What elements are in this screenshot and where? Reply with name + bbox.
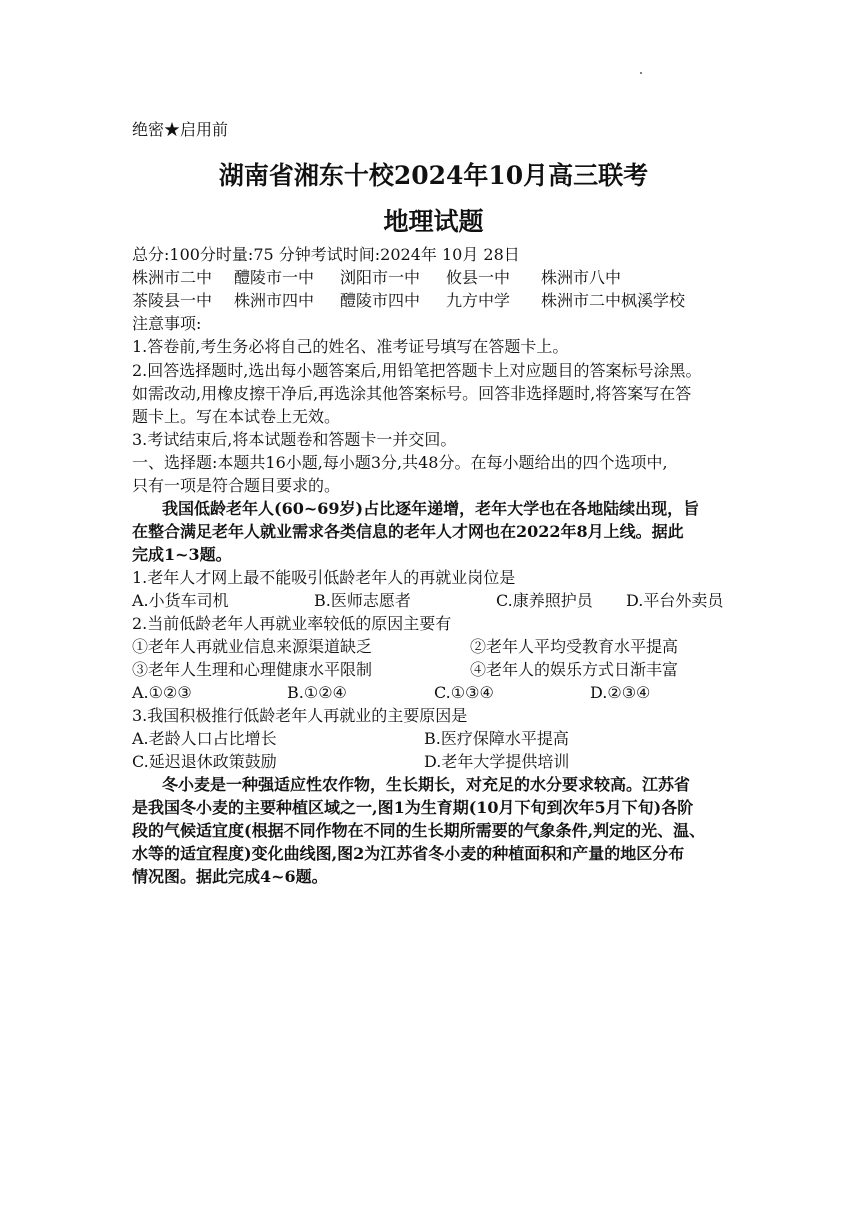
passage-2: 段的气候适宜度(根据不同作物在不同的生长期所需要的气象条件,判定的光、温、: [132, 821, 706, 840]
question-3-options: [132, 729, 732, 749]
notice-heading: 注意事项:: [132, 314, 202, 333]
school: 茶陵县一中: [132, 291, 213, 310]
option-c: C.①③④: [434, 683, 494, 702]
passage-2: 情况图。据此完成4~6题。: [132, 867, 328, 886]
notice-item-2: 2.回答选择题时,选出每小题答案后,用铅笔把答题卡上对应题目的答案标号涂黑。: [132, 361, 702, 380]
statement-4: ④老年人的娱乐方式日渐丰富: [470, 660, 679, 679]
school: 株洲市四中: [234, 291, 315, 310]
passage-2: 冬小麦是一种强适应性农作物，生长期长，对充足的水分要求较高。江苏省: [162, 775, 691, 794]
secret-label: 绝密★启用前: [132, 120, 229, 139]
statement-1: ①老年人再就业信息来源渠道缺乏: [132, 637, 373, 656]
option-d: D.老年大学提供培训: [424, 752, 570, 771]
school: 株洲市二中: [132, 268, 213, 287]
passage-1: 在整合满足老年人就业需求各类信息的老年人才网也在2022年8月上线。据此: [132, 522, 684, 541]
question-2-statements: [132, 660, 732, 680]
section-heading: 只有一项是符合题目要求的。: [132, 476, 341, 495]
school: 醴陵市一中: [234, 268, 315, 287]
passage-2: 水等的适宜程度)变化曲线图,图2为江苏省冬小麦的种植面积和产量的地区分布: [132, 844, 685, 863]
option-c: C.延迟退休政策鼓励: [132, 752, 277, 771]
option-b: B.①②④: [287, 683, 347, 702]
school: 浏阳市一中: [340, 268, 421, 287]
section-heading: 一、选择题:本题共16小题,每小题3分,共48分。在每小题给出的四个选项中,: [132, 453, 668, 472]
option-a: A.小货车司机: [132, 591, 229, 610]
option-b: B.医师志愿者: [314, 591, 411, 610]
scan-dot: [640, 72, 642, 74]
school: 醴陵市四中: [340, 291, 421, 310]
question-3-options: [132, 752, 732, 772]
schools-row-1: [132, 268, 732, 288]
exam-info: 总分:100分时量:75 分钟考试时间:2024年 10月 28日: [132, 245, 520, 264]
notice-item-2: 题卡上。写在本试卷上无效。: [132, 407, 341, 426]
statement-2: ②老年人平均受教育水平提高: [470, 637, 679, 656]
exam-subtitle: 地理试题: [383, 207, 484, 236]
schools-row-2: [132, 291, 732, 311]
option-b: B.医疗保障水平提高: [424, 729, 569, 748]
question-3-stem: 3.我国积极推行低龄老年人再就业的主要原因是: [132, 706, 468, 725]
question-1-stem: 1.老年人才网上最不能吸引低龄老年人的再就业岗位是: [132, 568, 516, 587]
question-2-statements: [132, 637, 732, 657]
option-a: A.①②③: [132, 683, 192, 702]
notice-item-1: 1.答卷前,考生务必将自己的姓名、准考证号填写在答题卡上。: [132, 337, 569, 356]
option-c: C.康养照护员: [496, 591, 593, 610]
option-a: A.老龄人口占比增长: [132, 729, 277, 748]
notice-item-2: 如需改动,用橡皮擦干净后,再选涂其他答案标号。回答非选择题时,将答案写在答: [132, 384, 692, 403]
school: 株洲市八中: [541, 268, 622, 287]
notice-item-3: 3.考试结束后,将本试题卷和答题卡一并交回。: [132, 430, 457, 449]
school: 攸县一中: [446, 268, 511, 287]
school: 株洲市二中枫溪学校: [541, 291, 686, 310]
question-2-stem: 2.当前低龄老年人再就业率较低的原因主要有: [132, 614, 452, 633]
statement-3: ③老年人生理和心理健康水平限制: [132, 660, 373, 679]
passage-2: 是我国冬小麦的主要种植区域之一,图1为生育期(10月下旬到次年5月下旬)各阶: [132, 798, 694, 817]
exam-title: 湖南省湘东十校2024年10月高三联考: [218, 161, 649, 190]
question-1-options: [132, 591, 732, 611]
school: 九方中学: [446, 291, 511, 310]
option-d: D.②③④: [590, 683, 651, 702]
option-d: D.平台外卖员: [626, 591, 724, 610]
passage-1: 完成1~3题。: [132, 545, 232, 564]
passage-1: 我国低龄老年人(60~69岁)占比逐年递增，老年大学也在各地陆续出现，旨: [162, 499, 700, 518]
question-2-options: [132, 683, 732, 703]
